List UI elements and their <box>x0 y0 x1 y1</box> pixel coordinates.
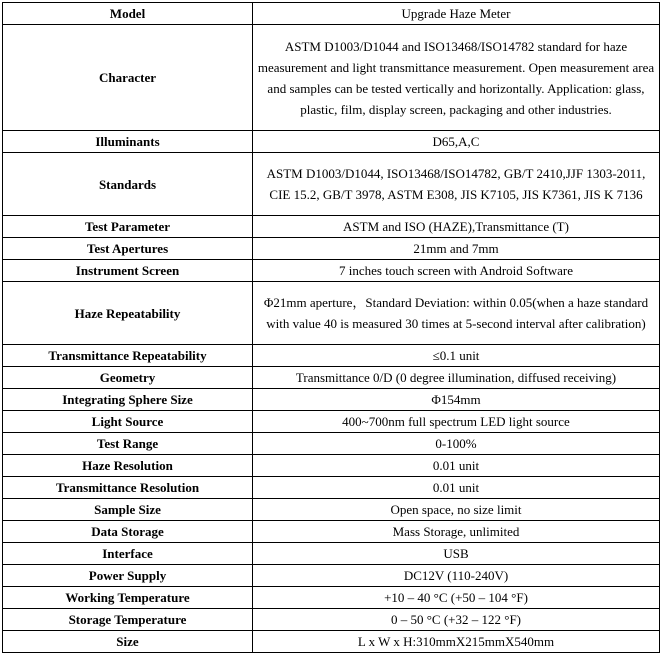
spec-label: Haze Repeatability <box>3 282 253 345</box>
spec-label: Data Storage <box>3 521 253 543</box>
table-row <box>3 411 660 433</box>
spec-label: Model <box>3 3 253 25</box>
spec-value: L x W x H:310mmX215mmX540mm <box>253 631 660 653</box>
table-row <box>3 367 660 389</box>
spec-value: Mass Storage, unlimited <box>253 521 660 543</box>
table-row <box>3 543 660 565</box>
spec-value: 0.01 unit <box>253 455 660 477</box>
spec-label: Power Supply <box>3 565 253 587</box>
spec-value: 400~700nm full spectrum LED light source <box>253 411 660 433</box>
spec-value: +10 – 40 °C (+50 – 104 °F) <box>253 587 660 609</box>
spec-label: Test Apertures <box>3 238 253 260</box>
table-row <box>3 433 660 455</box>
table-row <box>3 260 660 282</box>
spec-label: Instrument Screen <box>3 260 253 282</box>
spec-value: 0 – 50 °C (+32 – 122 °F) <box>253 609 660 631</box>
spec-value: ASTM D1003/D1044 and ISO13468/ISO14782 standard for haze measurement and light transmittance measurement. Open measurement area and samples can be tested vertically and horizontally. Application: glass, plastic, film, display screen, packaging and other industries. <box>253 25 660 131</box>
spec-value: Open space, no size limit <box>253 499 660 521</box>
spec-value: USB <box>253 543 660 565</box>
table-row <box>3 282 660 345</box>
spec-label: Storage Temperature <box>3 609 253 631</box>
table-row <box>3 153 660 216</box>
spec-label: Interface <box>3 543 253 565</box>
table-row <box>3 631 660 653</box>
spec-value: ASTM D1003/D1044, ISO13468/ISO14782, GB/T 2410,JJF 1303-2011, CIE 15.2, GB/T 3978, ASTM E308, JIS K7105, JIS K7361, JIS K 7136 <box>253 153 660 216</box>
spec-label: Geometry <box>3 367 253 389</box>
spec-table <box>2 2 660 653</box>
spec-label: Test Parameter <box>3 216 253 238</box>
table-row <box>3 477 660 499</box>
table-row <box>3 521 660 543</box>
spec-label: Test Range <box>3 433 253 455</box>
spec-label: Transmittance Repeatability <box>3 345 253 367</box>
spec-label: Transmittance Resolution <box>3 477 253 499</box>
table-row <box>3 25 660 131</box>
table-row <box>3 131 660 153</box>
table-row <box>3 499 660 521</box>
spec-label: Size <box>3 631 253 653</box>
spec-value: 0.01 unit <box>253 477 660 499</box>
spec-label: Integrating Sphere Size <box>3 389 253 411</box>
table-row <box>3 238 660 260</box>
table-row <box>3 216 660 238</box>
table-row <box>3 565 660 587</box>
spec-value: ASTM and ISO (HAZE),Transmittance (T) <box>253 216 660 238</box>
table-row <box>3 609 660 631</box>
spec-label: Illuminants <box>3 131 253 153</box>
spec-label: Working Temperature <box>3 587 253 609</box>
table-row <box>3 345 660 367</box>
spec-value: Upgrade Haze Meter <box>253 3 660 25</box>
spec-value: Transmittance 0/D (0 degree illumination, diffused receiving) <box>253 367 660 389</box>
spec-label: Standards <box>3 153 253 216</box>
table-row <box>3 455 660 477</box>
spec-value: 7 inches touch screen with Android Software <box>253 260 660 282</box>
table-row <box>3 3 660 25</box>
spec-label: Sample Size <box>3 499 253 521</box>
spec-value: ≤0.1 unit <box>253 345 660 367</box>
table-row <box>3 389 660 411</box>
spec-value: Φ21mm aperture，Standard Deviation: within 0.05(when a haze standard with value 40 is measured 30 times at 5-second interval after calibration) <box>253 282 660 345</box>
spec-label: Haze Resolution <box>3 455 253 477</box>
spec-label: Light Source <box>3 411 253 433</box>
spec-label: Character <box>3 25 253 131</box>
spec-value: 0-100% <box>253 433 660 455</box>
table-row <box>3 587 660 609</box>
spec-value: DC12V (110-240V) <box>253 565 660 587</box>
spec-value: 21mm and 7mm <box>253 238 660 260</box>
spec-value: D65,A,C <box>253 131 660 153</box>
spec-value: Φ154mm <box>253 389 660 411</box>
